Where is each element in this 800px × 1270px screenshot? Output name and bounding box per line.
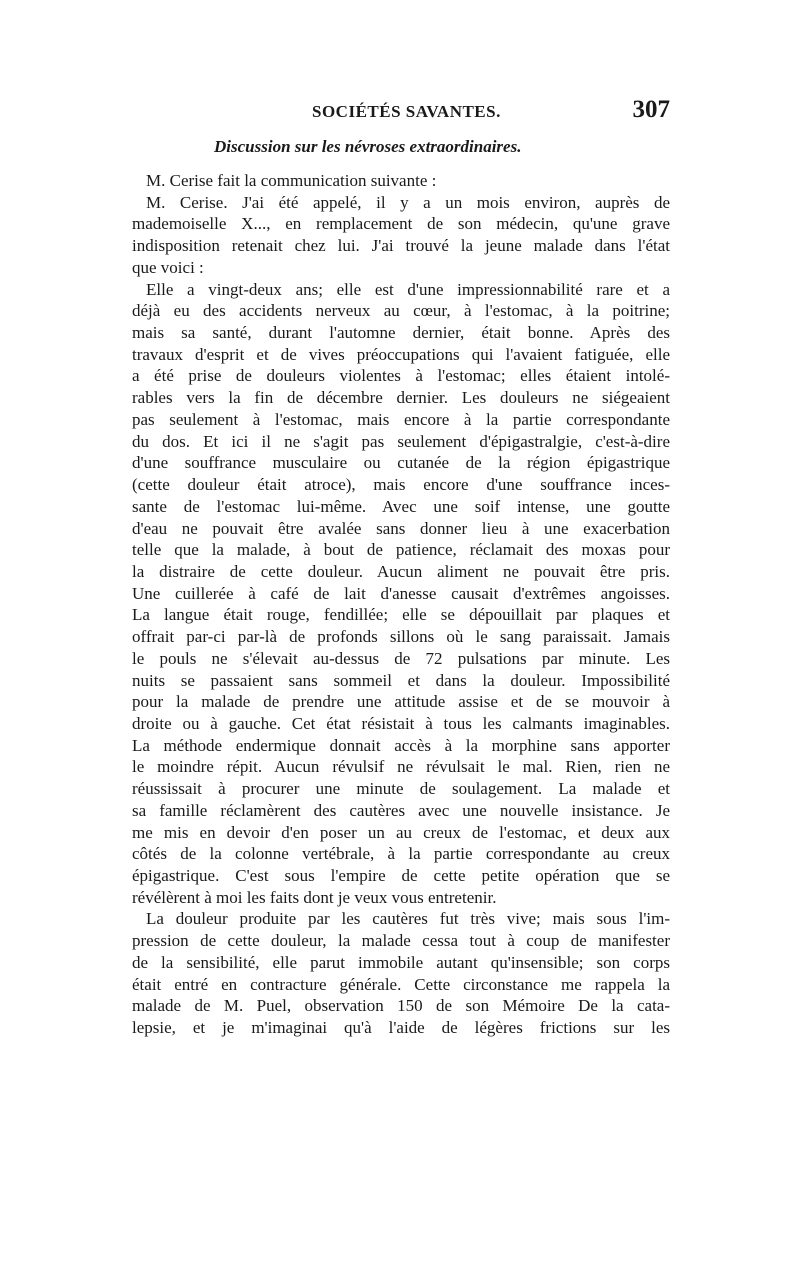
running-head bbox=[132, 96, 670, 130]
text-line: (cette douleur était atroce), mais encore d'une souffrance inces- bbox=[132, 475, 670, 495]
text-line: déjà eu des accidents nerveux au cœur, à l'estomac, à la poitrine; bbox=[132, 301, 670, 321]
text-line: que voici : bbox=[132, 257, 204, 277]
text-line: mais sa santé, durant l'automne dernier, était bonne. Après des bbox=[132, 323, 670, 343]
text-line: mademoiselle X..., en remplacement de son médecin, qu'une grave bbox=[132, 214, 670, 234]
text-line: lepsie, et je m'imaginai qu'à l'aide de légères frictions sur les bbox=[132, 1018, 670, 1038]
text-line: a été prise de douleurs violentes à l'estomac; elles étaient intolé- bbox=[132, 366, 670, 386]
text-line: sa famille réclamèrent des cautères avec une nouvelle insistance. Je bbox=[132, 800, 670, 820]
text-line: sante de l'estomac lui-même. Avec une soif intense, une goutte bbox=[132, 496, 670, 516]
text-line: le pouls ne s'élevait au-dessus de 72 pulsations par minute. Les bbox=[132, 648, 670, 668]
running-title: SOCIÉTÉS SAVANTES. bbox=[312, 102, 501, 121]
text-line: travaux d'esprit et de vives préoccupations qui l'avaient fatiguée, elle bbox=[132, 344, 670, 364]
text-line: d'une souffrance musculaire ou cutanée de la région épigastrique bbox=[132, 453, 670, 473]
text-line: la distraire de cette douleur. Aucun aliment ne pouvait être pris. bbox=[132, 561, 670, 581]
text-line: La méthode endermique donnait accès à la morphine sans apporter bbox=[132, 735, 670, 755]
page-number: 307 bbox=[632, 96, 670, 123]
text-line: droite ou à gauche. Cet état résistait à tous les calmants imaginables. bbox=[132, 713, 670, 733]
text-line: telle que la malade, à bout de patience, réclamait des moxas pour bbox=[132, 540, 670, 560]
text-line: côtés de la colonne vertébrale, à la partie correspondante au creux bbox=[132, 844, 670, 864]
text-line: rables vers la fin de décembre dernier. Les douleurs ne siégeaient bbox=[132, 388, 670, 408]
text-line: Une cuillerée à café de lait d'anesse causait d'extrêmes angoisses. bbox=[132, 583, 670, 603]
text-line: était entré en contracture générale. Cette circonstance me rappela la bbox=[132, 974, 670, 994]
text-line: pression de cette douleur, la malade cessa tout à coup de manifester bbox=[132, 931, 670, 951]
section-heading: Discussion sur les névroses extraordinaires. bbox=[214, 137, 522, 156]
text-line: Elle a vingt-deux ans; elle est d'une impressionnabilité rare et a bbox=[146, 279, 670, 299]
text-line: indisposition retenait chez lui. J'ai trouvé la jeune malade dans l'état bbox=[132, 236, 670, 256]
text-line: La langue était rouge, fendillée; elle se dépouillait par plaques et bbox=[132, 605, 670, 625]
text-line: épigastrique. C'est sous l'empire de cette petite opération que se bbox=[132, 866, 670, 885]
text-line: M. Cerise. J'ai été appelé, il y a un mois environ, auprès de bbox=[146, 192, 670, 212]
text-line: réussissait à procurer une minute de soulagement. La malade et bbox=[132, 779, 670, 799]
text-line: de la sensibilité, elle parut immobile autant qu'insensible; son corps bbox=[132, 952, 670, 972]
text-line: nuits se passaient sans sommeil et dans la douleur. Impossibilité bbox=[132, 670, 670, 690]
text-line: du dos. Et ici il ne s'agit pas seulement d'épigastralgie, c'est-à-dire bbox=[132, 431, 670, 451]
text-line: offrait par-ci par-là de profonds sillons où le sang paraissait. Jamais bbox=[132, 627, 670, 647]
text-line: M. Cerise fait la communication suivante : bbox=[146, 171, 437, 190]
text-line: La douleur produite par les cautères fut très vive; mais sous l'im- bbox=[146, 909, 670, 929]
text-line: révélèrent à moi les faits dont je veux vous entretenir. bbox=[132, 887, 497, 907]
body-text bbox=[132, 170, 670, 1039]
text-line: d'eau ne pouvait être avalée sans donner lieu à une exacerbation bbox=[132, 518, 670, 538]
text-line: me mis en devoir d'en poser un au creux de l'estomac, et deux aux bbox=[132, 822, 670, 842]
text-line: le moindre répit. Aucun révulsif ne révulsait le mal. Rien, rien ne bbox=[132, 757, 670, 777]
text-line: malade de M. Puel, observation 150 de son Mémoire De la cata- bbox=[132, 996, 670, 1016]
text-line: pas seulement à l'estomac, mais encore à la partie correspondante bbox=[132, 409, 670, 429]
text-line: pour la malade de prendre une attitude assise et de se mouvoir à bbox=[132, 692, 670, 712]
